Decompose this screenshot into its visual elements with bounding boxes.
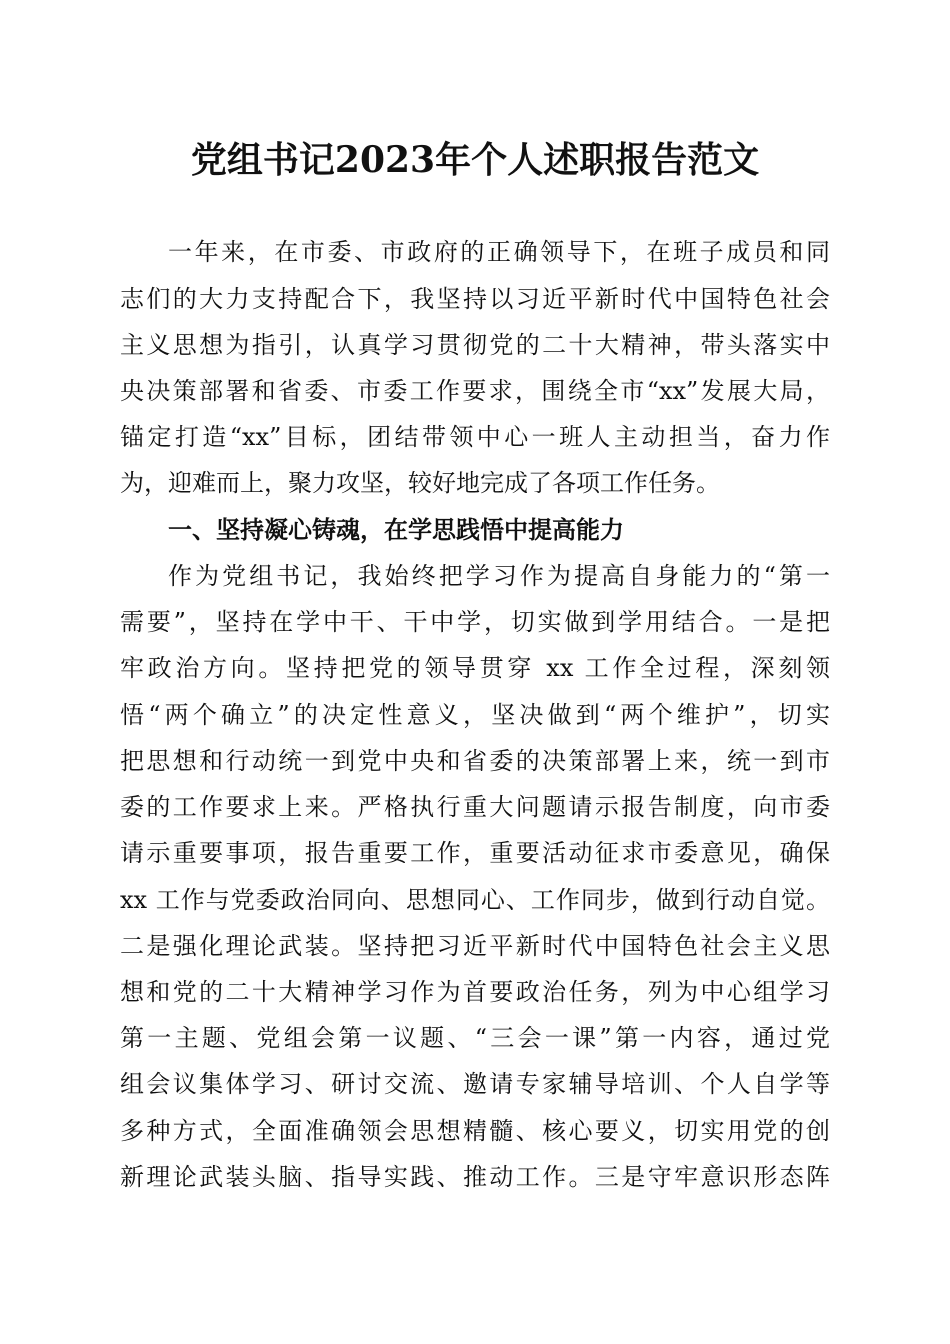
body-line: 悟“两个确立”的决定性意义，坚决做到“两个维护”，切实 bbox=[120, 701, 830, 729]
intro-line: 主义思想为指引，认真学习贯彻党的二十大精神，带头落实中 bbox=[120, 331, 830, 359]
body-line: 请示重要事项，报告重要工作，重要活动征求市委意见，确保 bbox=[120, 839, 830, 867]
intro-line: 锚定打造“xx”目标，团结带领中心一班人主动担当，奋力作 bbox=[120, 423, 830, 451]
body-line: xx 工作与党委政治同向、思想同心、工作同步，做到行动自觉。 bbox=[120, 886, 830, 914]
body-line: 委的工作要求上来。严格执行重大问题请示报告制度，向市委 bbox=[120, 793, 830, 821]
body-line: 第一主题、党组会第一议题、“三会一课”第一内容，通过党 bbox=[120, 1024, 830, 1052]
document-title: 党组书记2023年个人述职报告范文 bbox=[190, 139, 760, 181]
body-line: 牢政治方向。坚持把党的领导贯穿 xx 工作全过程，深刻领 bbox=[120, 654, 830, 682]
intro-line: 一年来，在市委、市政府的正确领导下，在班子成员和同 bbox=[168, 238, 830, 266]
intro-line: 为，迎难而上，聚力攻坚，较好地完成了各项工作任务。 bbox=[120, 469, 720, 497]
body-line: 作为党组书记，我始终把学习作为提高自身能力的“第一 bbox=[168, 562, 830, 590]
section-heading: 一、坚持凝心铸魂，在学思践悟中提高能力 bbox=[168, 516, 624, 544]
body-line: 想和党的二十大精神学习作为首要政治任务，列为中心组学习 bbox=[120, 978, 830, 1006]
body-line: 二是强化理论武装。坚持把习近平新时代中国特色社会主义思 bbox=[120, 932, 830, 960]
intro-line: 央决策部署和省委、市委工作要求，围绕全市“xx”发展大局， bbox=[120, 377, 830, 405]
body-line: 多种方式，全面准确领会思想精髓、核心要义，切实用党的创 bbox=[120, 1117, 830, 1145]
body-line: 把思想和行动统一到党中央和省委的决策部署上来，统一到市 bbox=[120, 747, 830, 775]
body-line: 新理论武装头脑、指导实践、推动工作。三是守牢意识形态阵 bbox=[120, 1163, 830, 1191]
body-line: 组会议集体学习、研讨交流、邀请专家辅导培训、个人自学等 bbox=[120, 1070, 830, 1098]
intro-line: 志们的大力支持配合下，我坚持以习近平新时代中国特色社会 bbox=[120, 285, 830, 313]
body-line: 需要”，坚持在学中干、干中学，切实做到学用结合。一是把 bbox=[120, 608, 830, 636]
